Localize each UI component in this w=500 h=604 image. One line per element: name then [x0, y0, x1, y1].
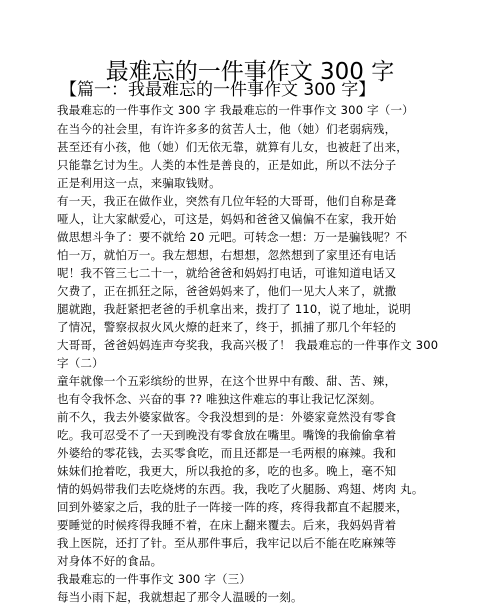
body-line: 对身体不好的食品。 — [57, 554, 163, 568]
body-line: 在当今的社会里，有许许多多的贫苦人士，他（她）们老弱病残， — [57, 122, 397, 136]
body-line: 呢！我不管三七二十一，就给爸爸和妈妈打电话，可谁知道电话又 — [57, 266, 397, 280]
body-line: 只能靠乞讨为生。人类的本性是善良的，正是如此，所以不法分子 — [57, 158, 397, 172]
body-line: 要睡觉的时候疼得我睡不着，在床上翻来覆去。后来，我妈妈背着 — [57, 518, 397, 532]
body-line: 我最难忘的一件事作文 300 字 我最难忘的一件事作文 300 字（一） — [57, 103, 414, 117]
body-line: 甚至还有小孩，他（她）们无依无靠，就算有儿女，也被赶了出来， — [57, 140, 408, 154]
document-title: 最难忘的一件事作文 300 字 — [105, 59, 395, 85]
body-line: 有一天，我正在做作业，突然有几位年轻的大哥哥，他们自称是聋 — [57, 194, 397, 208]
body-line: 情的妈妈带我们去吃烧烤的东西。我，我吃了火腿肠、鸡翅、烤肉 丸。 — [57, 482, 424, 496]
body-line: 每当小雨下起，我就想起了那令人温暖的一刻。 — [57, 590, 303, 604]
body-line: 妹妹们抢着吃，我更大，所以我抢的多，吃的也多。晚上，毫不知 — [57, 464, 397, 478]
body-line: 我最难忘的一件事作文 300 字（三） — [57, 572, 252, 586]
body-line: 做思想斗争了：要不就给 20 元吧。可转念一想：万一是骗钱呢？不 — [57, 230, 408, 244]
body-line: 我上医院，还打了针。至从那件事后，我牢记以后不能在吃麻辣等 — [57, 536, 397, 550]
body-line: 吃。我可忍受不了一天到晚没有零食放在嘴里。嘴馋的我偷偷拿着 — [57, 428, 397, 442]
body-line: 腿就跑，我赶紧把老爸的手机拿出来，拨打了 110，说了地址，说明 — [57, 302, 412, 316]
body-line: 怕一万，就怕万一。我左想想，右想想，忽然想到了家里还有电话 — [57, 248, 397, 262]
body-line: 外婆给的零花钱，去买零食吃，而且还都是一毛两根的麻辣。我和 — [57, 446, 397, 460]
body-line: 也有令我怀念、兴奋的事 ?? 唯独这件难忘的事让我记忆深刻。 — [57, 392, 382, 406]
body-line: 前不久，我去外婆家做客。令我没想到的是：外婆家竟然没有零食 — [57, 410, 397, 424]
body-line: 正是利用这一点，来骗取钱财。 — [57, 176, 221, 190]
section-heading: 【篇一：我最难忘的一件事作文 300 字】 — [60, 80, 376, 100]
body-line: 回到外婆家之后，我的肚子一阵接一阵的疼，疼得我都直不起腰来， — [57, 500, 408, 514]
body-line: 哑人，让大家献爱心，可这是，妈妈和爸爸又偏偏不在家，我开始 — [57, 212, 397, 226]
body-line: 童年就像一个五彩缤纷的世界，在这个世界中有酸、甜、苦、辣， — [57, 374, 397, 388]
body-line: 字（二） — [57, 356, 104, 370]
body-line: 了情况，警察叔叔火风火燎的赶来了，终于，抓捕了那几个年轻的 — [57, 320, 397, 334]
body-line: 大哥哥，爸爸妈妈连声夸奖我，我高兴极了！ 我最难忘的一件事作文 300 — [57, 338, 439, 352]
body-line: 欠费了，正在抓狂之际，爸爸妈妈来了，他们一见大人来了，就撒 — [57, 284, 397, 298]
